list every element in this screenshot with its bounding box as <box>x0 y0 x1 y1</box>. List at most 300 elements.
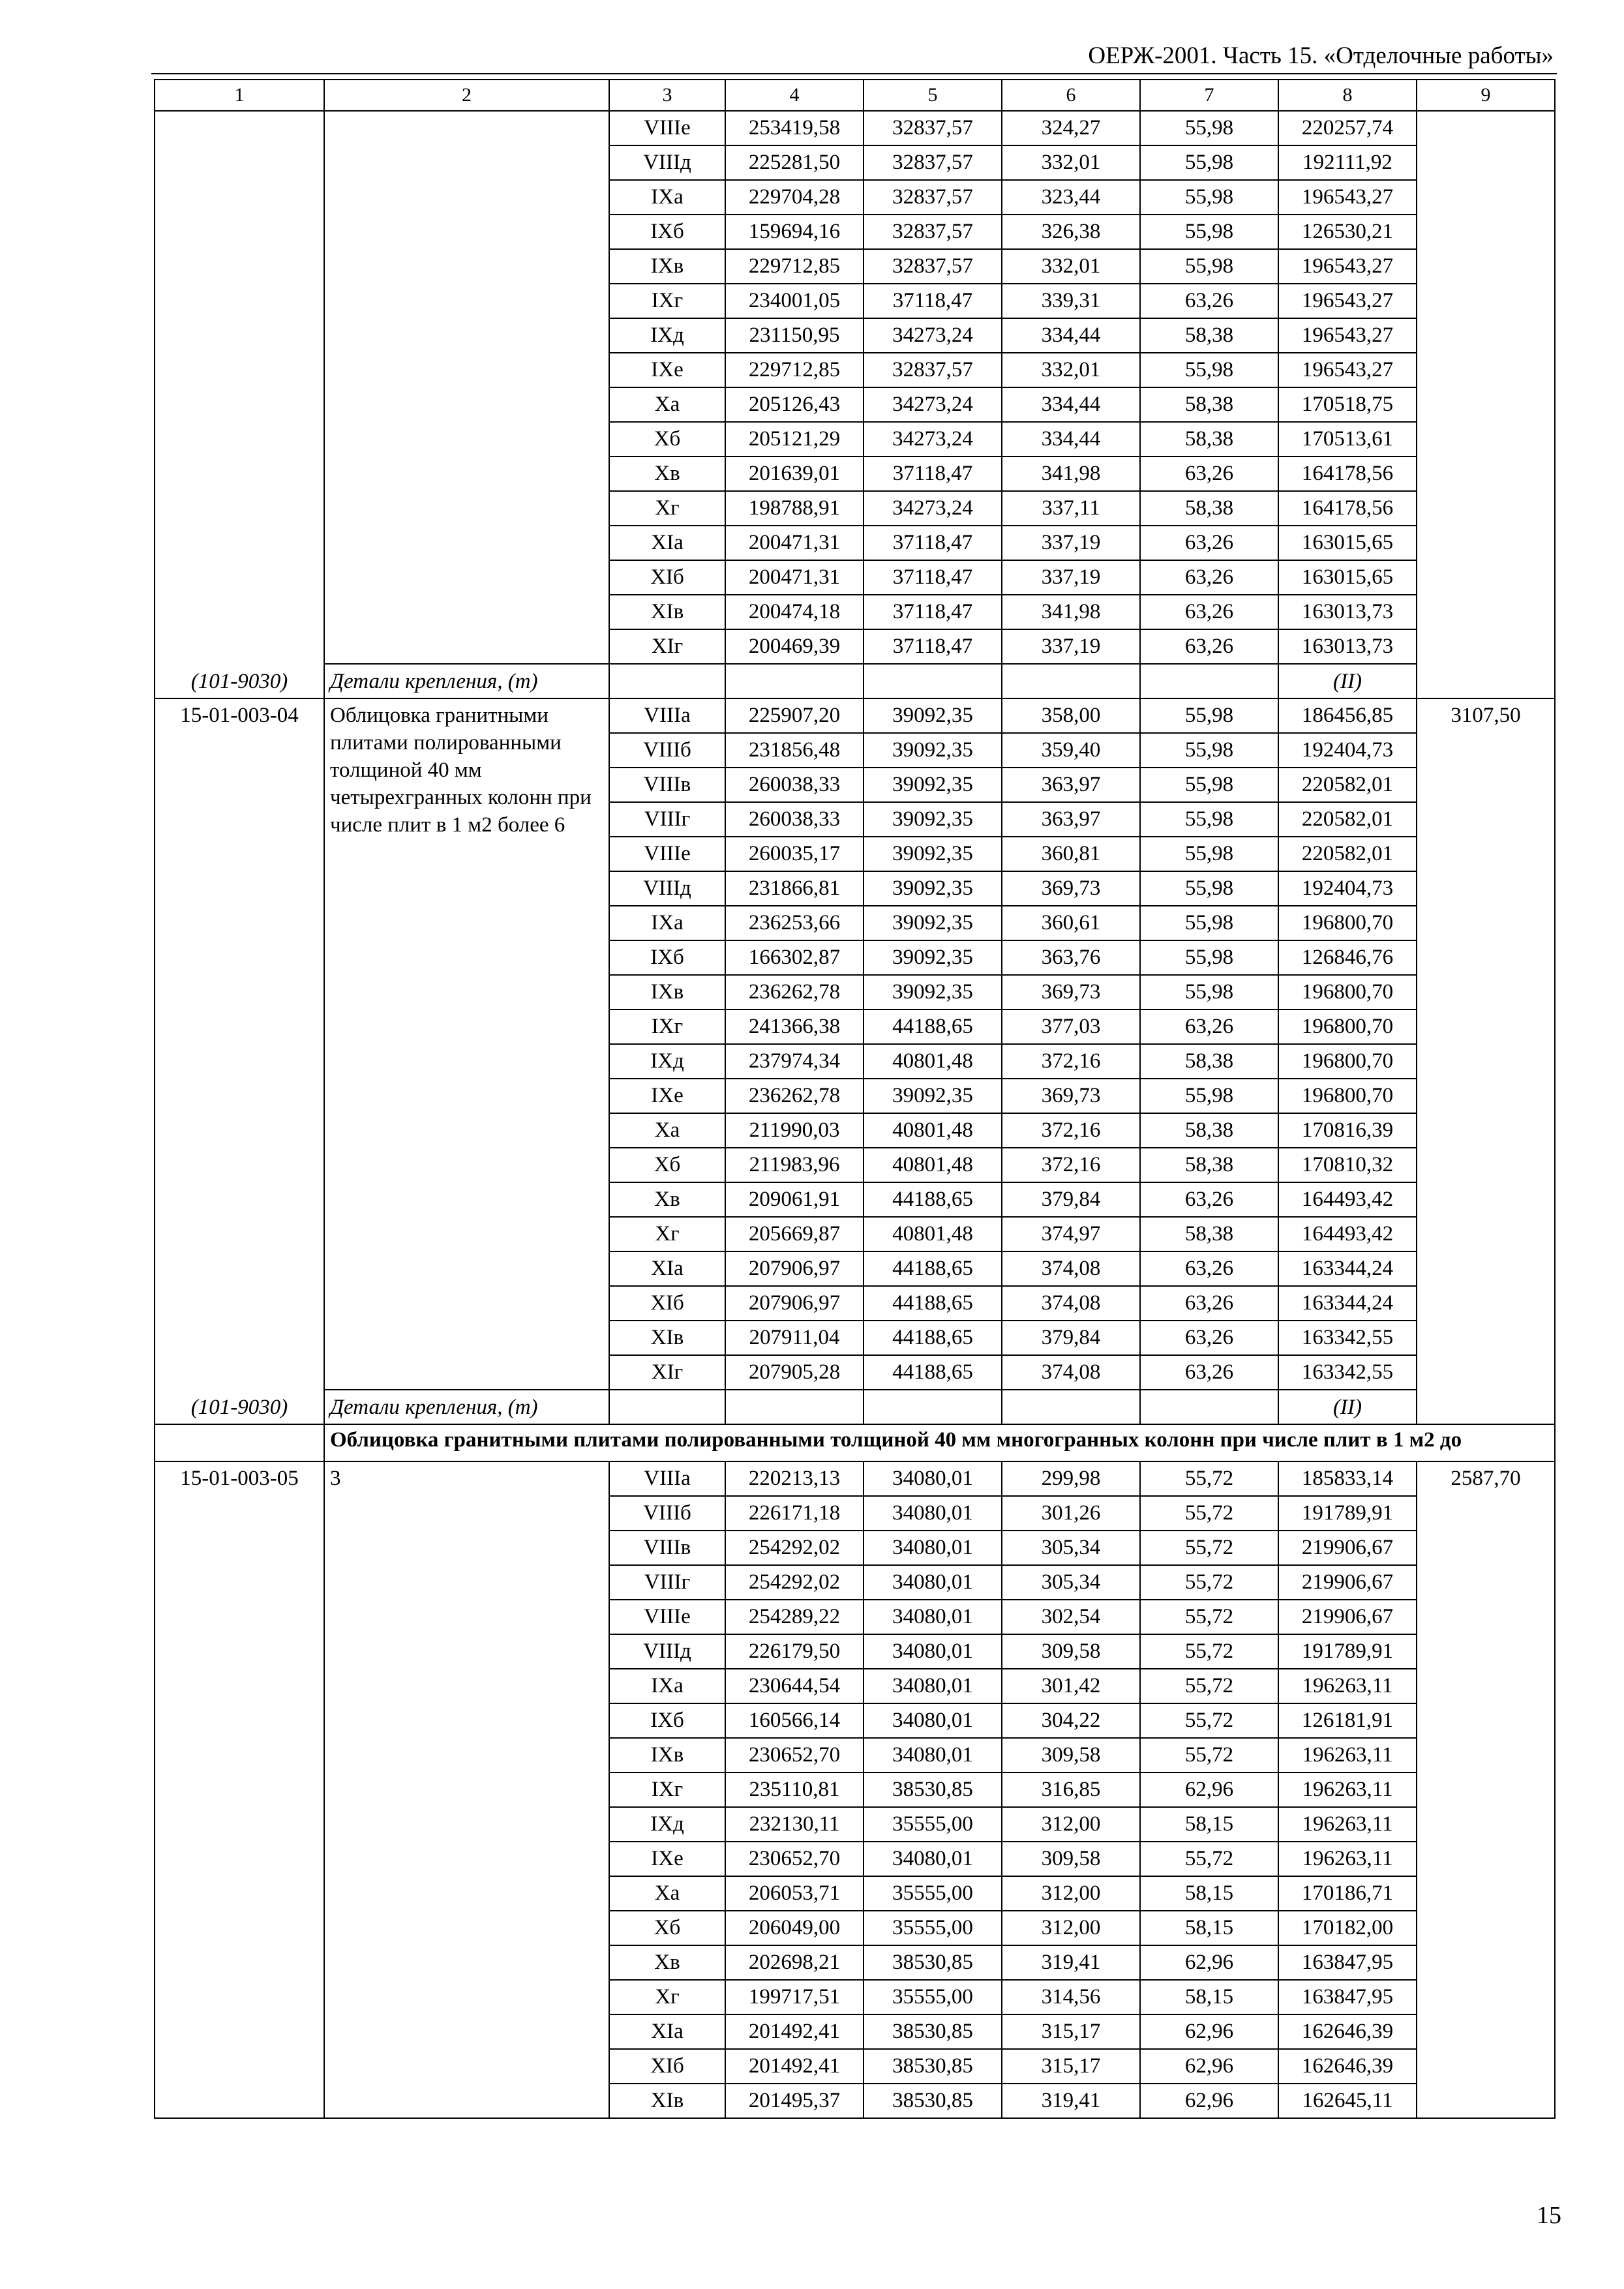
operator-wages: 63,26 <box>1140 1251 1278 1286</box>
zone-code: IXд <box>609 318 725 353</box>
labor-cost: 34273,24 <box>864 387 1002 422</box>
total-cost: 201492,41 <box>725 2014 864 2049</box>
rate-code: 15-01-003-04 (101-9030) <box>155 698 324 1424</box>
total-cost: 207906,97 <box>725 1251 864 1286</box>
labor-cost: 40801,48 <box>864 1044 1002 1079</box>
column-number: 9 <box>1417 80 1555 111</box>
operator-wages: 55,98 <box>1140 698 1278 733</box>
note-text: Детали крепления, (т) <box>324 1390 609 1424</box>
zone-code: VIIIе <box>609 837 725 871</box>
operator-wages: 55,98 <box>1140 906 1278 940</box>
operator-wages: 55,72 <box>1140 1565 1278 1600</box>
total-cost: 201492,41 <box>725 2049 864 2084</box>
materials-cost: 170186,71 <box>1278 1876 1417 1911</box>
materials-cost: 196263,11 <box>1278 1842 1417 1876</box>
labor-cost: 35555,00 <box>864 1980 1002 2014</box>
machine-cost: 324,27 <box>1002 111 1140 145</box>
materials-cost: 219906,67 <box>1278 1600 1417 1634</box>
materials-cost: 196263,11 <box>1278 1807 1417 1842</box>
total-cost: 200474,18 <box>725 595 864 629</box>
machine-cost: 363,76 <box>1002 940 1140 975</box>
labor-cost: 38530,85 <box>864 2084 1002 2118</box>
operator-wages: 63,26 <box>1140 595 1278 629</box>
total-cost: 241366,38 <box>725 1010 864 1044</box>
materials-cost: 196800,70 <box>1278 906 1417 940</box>
zone-code: Xг <box>609 1980 725 2014</box>
machine-cost: 326,38 <box>1002 215 1140 249</box>
zone-code: VIIIд <box>609 1634 725 1669</box>
labor-cost: 37118,47 <box>864 456 1002 491</box>
column-number-row <box>155 80 1555 111</box>
column-number: 7 <box>1140 80 1278 111</box>
rate-price <box>1417 111 1555 698</box>
zone-code: IXб <box>609 215 725 249</box>
zone-code: VIIIа <box>609 1461 725 1496</box>
running-header: ОЕРЖ-2001. Часть 15. «Отделочные работы» <box>1088 42 1554 69</box>
operator-wages: 62,96 <box>1140 2014 1278 2049</box>
operator-wages: 55,98 <box>1140 353 1278 387</box>
materials-cost: 162646,39 <box>1278 2049 1417 2084</box>
machine-cost: 301,42 <box>1002 1669 1140 1703</box>
labor-cost: 32837,57 <box>864 180 1002 215</box>
rate-price: 2587,70 <box>1417 1461 1555 2118</box>
materials-cost: 163847,95 <box>1278 1945 1417 1980</box>
materials-cost: 191789,91 <box>1278 1496 1417 1531</box>
labor-cost: 32837,57 <box>864 111 1002 145</box>
zone-code: XIа <box>609 2014 725 2049</box>
total-cost: 205126,43 <box>725 387 864 422</box>
note-cell <box>864 1390 1002 1424</box>
zone-code: VIIIе <box>609 1600 725 1634</box>
zone-code: Xг <box>609 491 725 526</box>
materials-cost: 196800,70 <box>1278 1044 1417 1079</box>
machine-cost: 332,01 <box>1002 145 1140 180</box>
note-row <box>155 664 1555 698</box>
machine-cost: 315,17 <box>1002 2049 1140 2084</box>
materials-cost: 162645,11 <box>1278 2084 1417 2118</box>
total-cost: 230644,54 <box>725 1669 864 1703</box>
operator-wages: 58,15 <box>1140 1876 1278 1911</box>
zone-code: IXе <box>609 1079 725 1113</box>
zone-code: Xв <box>609 1945 725 1980</box>
total-cost: 220213,13 <box>725 1461 864 1496</box>
labor-cost: 37118,47 <box>864 560 1002 595</box>
materials-cost: 219906,67 <box>1278 1565 1417 1600</box>
materials-cost: 164178,56 <box>1278 456 1417 491</box>
note-cell <box>1002 1390 1140 1424</box>
materials-cost: 220582,01 <box>1278 802 1417 837</box>
total-cost: 225907,20 <box>725 698 864 733</box>
operator-wages: 63,26 <box>1140 456 1278 491</box>
zone-code: Xг <box>609 1217 725 1251</box>
machine-cost: 339,31 <box>1002 284 1140 318</box>
note-text: Детали крепления, (т) <box>324 664 609 698</box>
rates-table <box>154 79 1556 2119</box>
labor-cost: 34273,24 <box>864 422 1002 456</box>
machine-cost: 312,00 <box>1002 1911 1140 1945</box>
zone-code: VIIIб <box>609 733 725 768</box>
machine-cost: 312,00 <box>1002 1876 1140 1911</box>
note-cell <box>1140 664 1278 698</box>
labor-cost: 44188,65 <box>864 1286 1002 1321</box>
labor-cost: 39092,35 <box>864 940 1002 975</box>
total-cost: 234001,05 <box>725 284 864 318</box>
zone-code: Xа <box>609 1876 725 1911</box>
operator-wages: 58,15 <box>1140 1911 1278 1945</box>
note-cell <box>864 664 1002 698</box>
machine-cost: 374,08 <box>1002 1355 1140 1390</box>
section-row <box>155 1424 1555 1461</box>
total-cost: 206049,00 <box>725 1911 864 1945</box>
labor-cost: 38530,85 <box>864 2049 1002 2084</box>
total-cost: 232130,11 <box>725 1807 864 1842</box>
labor-cost: 35555,00 <box>864 1911 1002 1945</box>
total-cost: 207911,04 <box>725 1321 864 1355</box>
machine-cost: 359,40 <box>1002 733 1140 768</box>
materials-cost: 170810,32 <box>1278 1148 1417 1182</box>
zone-code: IXг <box>609 1010 725 1044</box>
zone-code: VIIIг <box>609 1565 725 1600</box>
materials-cost: 196800,70 <box>1278 975 1417 1010</box>
machine-cost: 309,58 <box>1002 1738 1140 1773</box>
zone-code: Xа <box>609 387 725 422</box>
materials-cost: 162646,39 <box>1278 2014 1417 2049</box>
total-cost: 236262,78 <box>725 1079 864 1113</box>
labor-cost: 34080,01 <box>864 1461 1002 1496</box>
labor-cost: 40801,48 <box>864 1113 1002 1148</box>
machine-cost: 319,41 <box>1002 1945 1140 1980</box>
total-cost: 205669,87 <box>725 1217 864 1251</box>
labor-cost: 44188,65 <box>864 1182 1002 1217</box>
operator-wages: 58,38 <box>1140 1148 1278 1182</box>
rate-code: 15-01-003-05 <box>155 1461 324 2118</box>
labor-cost: 34080,01 <box>864 1565 1002 1600</box>
machine-cost: 332,01 <box>1002 249 1140 284</box>
operator-wages: 55,72 <box>1140 1531 1278 1565</box>
labor-cost: 32837,57 <box>864 249 1002 284</box>
zone-code: XIб <box>609 1286 725 1321</box>
column-number: 3 <box>609 80 725 111</box>
materials-cost: 196800,70 <box>1278 1010 1417 1044</box>
column-number: 5 <box>864 80 1002 111</box>
materials-cost: 126530,21 <box>1278 215 1417 249</box>
header-rule <box>151 73 1557 74</box>
labor-cost: 39092,35 <box>864 906 1002 940</box>
total-cost: 260035,17 <box>725 837 864 871</box>
machine-cost: 369,73 <box>1002 871 1140 906</box>
machine-cost: 341,98 <box>1002 595 1140 629</box>
total-cost: 209061,91 <box>725 1182 864 1217</box>
machine-cost: 319,41 <box>1002 2084 1140 2118</box>
rate-price: 3107,50 <box>1417 698 1555 1424</box>
operator-wages: 55,98 <box>1140 837 1278 871</box>
zone-code: XIб <box>609 560 725 595</box>
table-row <box>155 1461 1555 1496</box>
operator-wages: 58,38 <box>1140 1217 1278 1251</box>
materials-cost: 192404,73 <box>1278 871 1417 906</box>
column-number: 4 <box>725 80 864 111</box>
materials-cost: 196263,11 <box>1278 1669 1417 1703</box>
machine-cost: 360,81 <box>1002 837 1140 871</box>
labor-cost: 39092,35 <box>864 733 1002 768</box>
total-cost: 226179,50 <box>725 1634 864 1669</box>
materials-cost: 163344,24 <box>1278 1251 1417 1286</box>
machine-cost: 312,00 <box>1002 1807 1140 1842</box>
total-cost: 199717,51 <box>725 1980 864 2014</box>
machine-cost: 341,98 <box>1002 456 1140 491</box>
machine-cost: 363,97 <box>1002 768 1140 802</box>
machine-cost: 302,54 <box>1002 1600 1140 1634</box>
rate-description <box>324 111 609 664</box>
total-cost: 231866,81 <box>725 871 864 906</box>
total-cost: 225281,50 <box>725 145 864 180</box>
machine-cost: 374,97 <box>1002 1217 1140 1251</box>
zone-code: Xб <box>609 1148 725 1182</box>
zone-code: VIIIв <box>609 768 725 802</box>
note-cell <box>1002 664 1140 698</box>
operator-wages: 58,38 <box>1140 387 1278 422</box>
machine-cost: 379,84 <box>1002 1182 1140 1217</box>
zone-code: Xа <box>609 1113 725 1148</box>
zone-code: Xв <box>609 1182 725 1217</box>
total-cost: 200471,31 <box>725 526 864 560</box>
labor-cost: 39092,35 <box>864 768 1002 802</box>
operator-wages: 63,26 <box>1140 1010 1278 1044</box>
machine-cost: 337,11 <box>1002 491 1140 526</box>
materials-cost: 170513,61 <box>1278 422 1417 456</box>
section-title: Облицовка гранитными плитами полированными толщиной 40 мм многогранных колонн при числе плит в 1 м2 до <box>324 1424 1555 1461</box>
labor-cost: 34080,01 <box>864 1703 1002 1738</box>
materials-cost: 170816,39 <box>1278 1113 1417 1148</box>
operator-wages: 55,98 <box>1140 768 1278 802</box>
total-cost: 254289,22 <box>725 1600 864 1634</box>
zone-code: XIв <box>609 2084 725 2118</box>
total-cost: 236253,66 <box>725 906 864 940</box>
total-cost: 198788,91 <box>725 491 864 526</box>
materials-cost: 196543,27 <box>1278 284 1417 318</box>
labor-cost: 38530,85 <box>864 2014 1002 2049</box>
total-cost: 211990,03 <box>725 1113 864 1148</box>
total-cost: 202698,21 <box>725 1945 864 1980</box>
operator-wages: 55,72 <box>1140 1496 1278 1531</box>
zone-code: IXа <box>609 906 725 940</box>
operator-wages: 63,26 <box>1140 1182 1278 1217</box>
labor-cost: 38530,85 <box>864 1773 1002 1807</box>
total-cost: 231150,95 <box>725 318 864 353</box>
operator-wages: 55,98 <box>1140 871 1278 906</box>
labor-cost: 40801,48 <box>864 1148 1002 1182</box>
materials-cost: 164493,42 <box>1278 1217 1417 1251</box>
operator-wages: 55,72 <box>1140 1600 1278 1634</box>
materials-cost: 163015,65 <box>1278 526 1417 560</box>
machine-cost: 334,44 <box>1002 387 1140 422</box>
operator-wages: 63,26 <box>1140 1355 1278 1390</box>
machine-cost: 374,08 <box>1002 1286 1140 1321</box>
labor-cost: 37118,47 <box>864 526 1002 560</box>
total-cost: 229704,28 <box>725 180 864 215</box>
materials-cost: 192404,73 <box>1278 733 1417 768</box>
zone-code: IXа <box>609 180 725 215</box>
total-cost: 206053,71 <box>725 1876 864 1911</box>
total-cost: 200471,31 <box>725 560 864 595</box>
operator-wages: 55,98 <box>1140 1079 1278 1113</box>
zone-code: IXб <box>609 1703 725 1738</box>
operator-wages: 63,26 <box>1140 1286 1278 1321</box>
operator-wages: 55,98 <box>1140 940 1278 975</box>
machine-cost: 337,19 <box>1002 526 1140 560</box>
total-cost: 205121,29 <box>725 422 864 456</box>
materials-cost: 196543,27 <box>1278 318 1417 353</box>
materials-cost: 163013,73 <box>1278 629 1417 664</box>
note-class: (II) <box>1278 1390 1417 1424</box>
rate-code <box>155 111 324 698</box>
labor-cost: 34080,01 <box>864 1669 1002 1703</box>
materials-cost: 163847,95 <box>1278 1980 1417 2014</box>
operator-wages: 55,98 <box>1140 802 1278 837</box>
column-number: 1 <box>155 80 324 111</box>
zone-code: IXг <box>609 1773 725 1807</box>
zone-code: VIIIг <box>609 802 725 837</box>
zone-code: Xв <box>609 456 725 491</box>
machine-cost: 374,08 <box>1002 1251 1140 1286</box>
machine-cost: 337,19 <box>1002 629 1140 664</box>
total-cost: 207905,28 <box>725 1355 864 1390</box>
total-cost: 211983,96 <box>725 1148 864 1182</box>
operator-wages: 62,96 <box>1140 2049 1278 2084</box>
machine-cost: 315,17 <box>1002 2014 1140 2049</box>
machine-cost: 305,34 <box>1002 1565 1140 1600</box>
section-code-cell <box>155 1424 324 1461</box>
total-cost: 260038,33 <box>725 802 864 837</box>
zone-code: IXе <box>609 1842 725 1876</box>
zone-code: XIг <box>609 1355 725 1390</box>
machine-cost: 304,22 <box>1002 1703 1140 1738</box>
materials-cost: 196263,11 <box>1278 1738 1417 1773</box>
operator-wages: 63,26 <box>1140 560 1278 595</box>
total-cost: 201495,37 <box>725 2084 864 2118</box>
total-cost: 237974,34 <box>725 1044 864 1079</box>
total-cost: 254292,02 <box>725 1565 864 1600</box>
note-cell <box>1140 1390 1278 1424</box>
total-cost: 235110,81 <box>725 1773 864 1807</box>
machine-cost: 305,34 <box>1002 1531 1140 1565</box>
labor-cost: 38530,85 <box>864 1945 1002 1980</box>
machine-cost: 372,16 <box>1002 1044 1140 1079</box>
operator-wages: 55,72 <box>1140 1842 1278 1876</box>
materials-cost: 186456,85 <box>1278 698 1417 733</box>
labor-cost: 39092,35 <box>864 837 1002 871</box>
labor-cost: 39092,35 <box>864 871 1002 906</box>
labor-cost: 40801,48 <box>864 1217 1002 1251</box>
operator-wages: 63,26 <box>1140 1321 1278 1355</box>
rate-description: Облицовка гранитными плитами полированными толщиной 40 мм четырехгранных колонн при числе плит в 1 м2 более 6 <box>324 698 609 1390</box>
machine-cost: 372,16 <box>1002 1113 1140 1148</box>
total-cost: 201639,01 <box>725 456 864 491</box>
labor-cost: 39092,35 <box>864 1079 1002 1113</box>
note-class: (II) <box>1278 664 1417 698</box>
materials-cost: 163013,73 <box>1278 595 1417 629</box>
machine-cost: 360,61 <box>1002 906 1140 940</box>
column-number: 2 <box>324 80 609 111</box>
materials-cost: 220582,01 <box>1278 837 1417 871</box>
operator-wages: 63,26 <box>1140 526 1278 560</box>
zone-code: IXа <box>609 1669 725 1703</box>
materials-cost: 196543,27 <box>1278 353 1417 387</box>
zone-code: VIIIв <box>609 1531 725 1565</box>
labor-cost: 37118,47 <box>864 595 1002 629</box>
operator-wages: 58,38 <box>1140 1113 1278 1148</box>
note-code: (101-9030) <box>190 1396 288 1419</box>
machine-cost: 337,19 <box>1002 560 1140 595</box>
note-cell <box>609 664 725 698</box>
zone-code: IXб <box>609 940 725 975</box>
operator-wages: 58,38 <box>1140 318 1278 353</box>
machine-cost: 334,44 <box>1002 318 1140 353</box>
table-row <box>155 698 1555 733</box>
machine-cost: 372,16 <box>1002 1148 1140 1182</box>
total-cost: 253419,58 <box>725 111 864 145</box>
zone-code: VIIIб <box>609 1496 725 1531</box>
labor-cost: 32837,57 <box>864 215 1002 249</box>
labor-cost: 37118,47 <box>864 629 1002 664</box>
labor-cost: 44188,65 <box>864 1251 1002 1286</box>
materials-cost: 164178,56 <box>1278 491 1417 526</box>
operator-wages: 55,98 <box>1140 145 1278 180</box>
materials-cost: 220257,74 <box>1278 111 1417 145</box>
labor-cost: 39092,35 <box>864 698 1002 733</box>
labor-cost: 34080,01 <box>864 1531 1002 1565</box>
total-cost: 159694,16 <box>725 215 864 249</box>
total-cost: 229712,85 <box>725 353 864 387</box>
zone-code: VIIIд <box>609 145 725 180</box>
total-cost: 229712,85 <box>725 249 864 284</box>
machine-cost: 369,73 <box>1002 1079 1140 1113</box>
operator-wages: 62,96 <box>1140 1945 1278 1980</box>
materials-cost: 196263,11 <box>1278 1773 1417 1807</box>
materials-cost: 196543,27 <box>1278 249 1417 284</box>
materials-cost: 220582,01 <box>1278 768 1417 802</box>
machine-cost: 363,97 <box>1002 802 1140 837</box>
total-cost: 260038,33 <box>725 768 864 802</box>
zone-code: IXв <box>609 975 725 1010</box>
page-number: 15 <box>1537 2202 1561 2229</box>
labor-cost: 34080,01 <box>864 1600 1002 1634</box>
operator-wages: 58,15 <box>1140 1980 1278 2014</box>
zone-code: IXв <box>609 1738 725 1773</box>
column-number: 6 <box>1002 80 1140 111</box>
operator-wages: 62,96 <box>1140 2084 1278 2118</box>
zone-code: VIIIд <box>609 871 725 906</box>
operator-wages: 55,98 <box>1140 733 1278 768</box>
total-cost: 207906,97 <box>725 1286 864 1321</box>
operator-wages: 55,98 <box>1140 249 1278 284</box>
operator-wages: 55,72 <box>1140 1738 1278 1773</box>
operator-wages: 63,26 <box>1140 629 1278 664</box>
total-cost: 231856,48 <box>725 733 864 768</box>
rate-description: 3 <box>324 1461 609 2118</box>
operator-wages: 55,98 <box>1140 215 1278 249</box>
operator-wages: 58,38 <box>1140 491 1278 526</box>
zone-code: VIIIе <box>609 111 725 145</box>
labor-cost: 35555,00 <box>864 1807 1002 1842</box>
operator-wages: 58,38 <box>1140 1044 1278 1079</box>
total-cost: 230652,70 <box>725 1842 864 1876</box>
operator-wages: 55,72 <box>1140 1703 1278 1738</box>
total-cost: 254292,02 <box>725 1531 864 1565</box>
note-cell <box>725 1390 864 1424</box>
operator-wages: 55,72 <box>1140 1634 1278 1669</box>
rates-table-body <box>155 80 1555 2118</box>
